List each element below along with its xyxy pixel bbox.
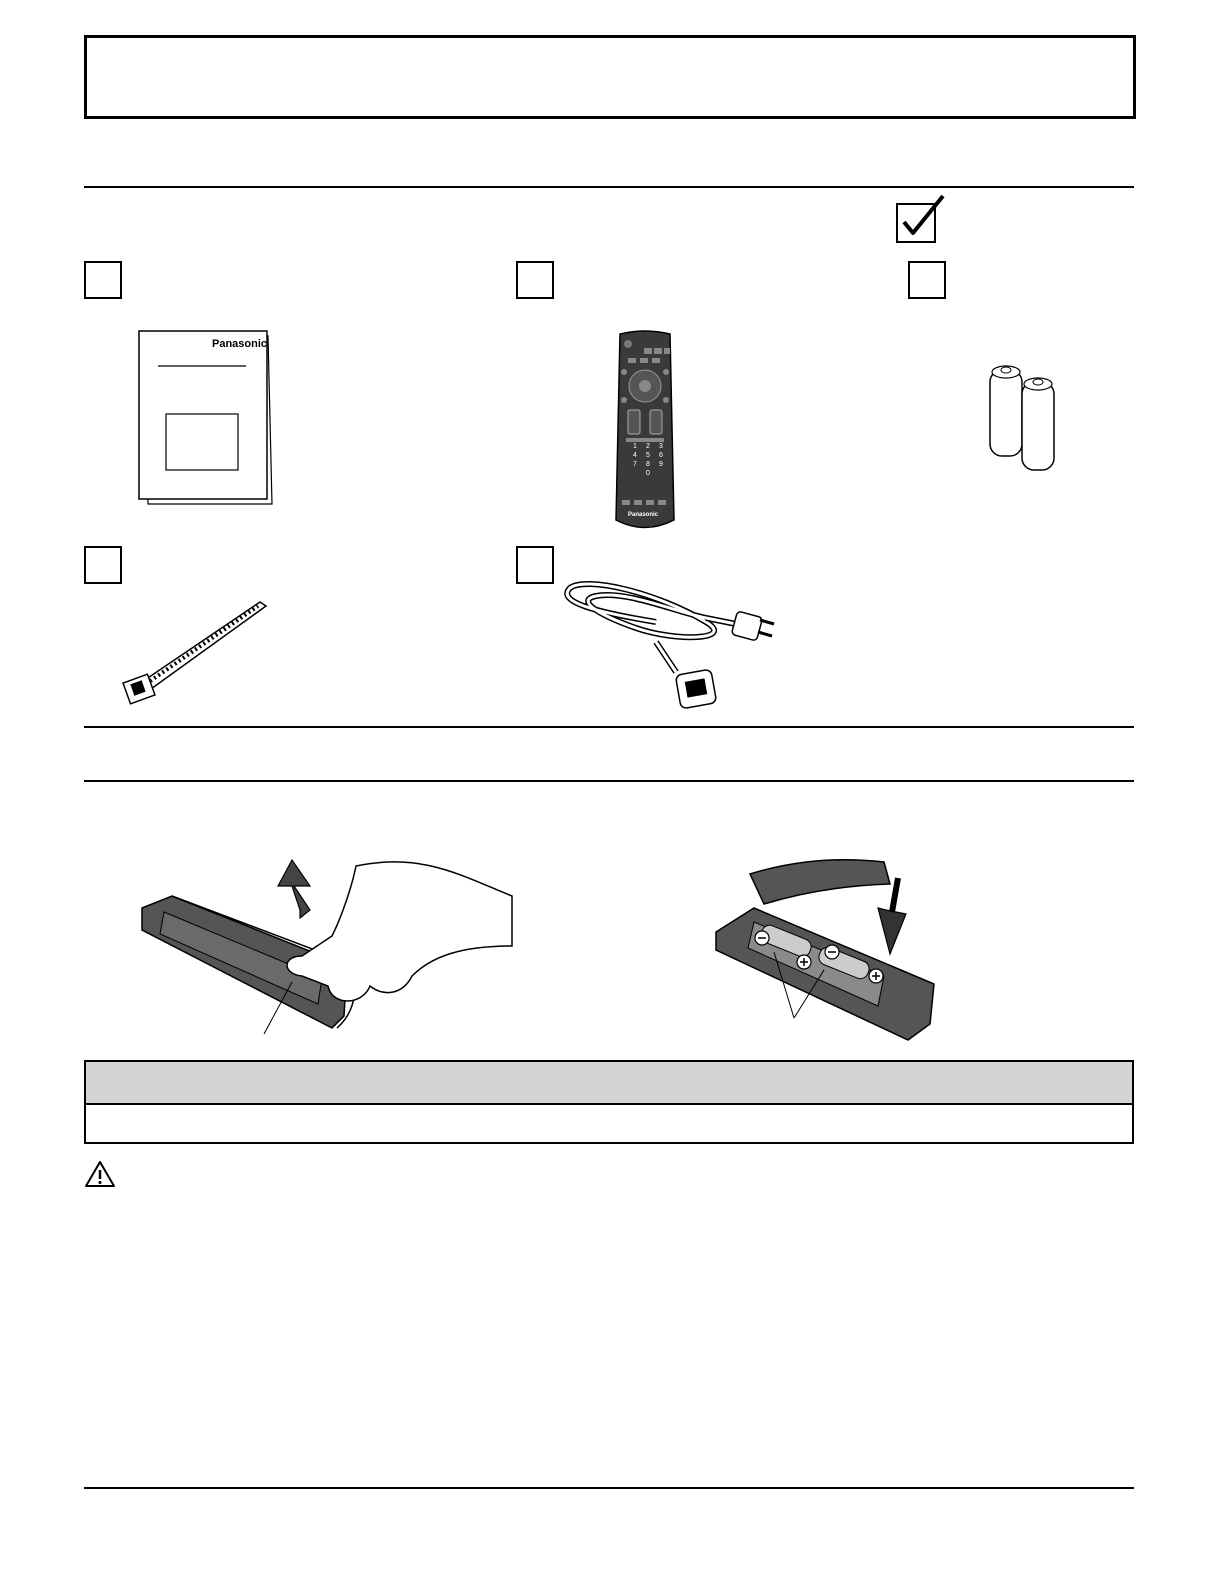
note-box	[84, 1060, 1134, 1144]
remote-key: 9	[659, 461, 663, 468]
remote-key: 6	[659, 452, 663, 459]
manual-illustration	[138, 330, 278, 510]
remote-key: 7	[633, 461, 637, 468]
footer-rule	[84, 1487, 1134, 1489]
power-cord-illustration	[556, 582, 786, 712]
remote-keypad	[629, 443, 669, 477]
insert-batteries-illustration	[714, 856, 944, 1046]
cable-tie-illustration	[122, 596, 272, 708]
remote-illustration	[614, 330, 676, 532]
open-cover-illustration	[132, 856, 522, 1036]
remote-key: 3	[659, 443, 663, 450]
accessory-checkbox-batteries[interactable]	[908, 261, 946, 299]
checkmark-icon	[896, 195, 956, 245]
checkmark-legend	[896, 195, 956, 245]
note-box-header	[86, 1062, 1132, 1105]
warning-triangle-icon	[84, 1160, 116, 1188]
batteries-illustration	[986, 360, 1058, 474]
remote-key: 4	[633, 452, 637, 459]
remote-key: 5	[646, 452, 650, 459]
manual-brand-label: Panasonic	[212, 338, 268, 350]
accessory-checkbox-manual[interactable]	[84, 261, 122, 299]
section-rule-accessories	[84, 186, 1134, 188]
accessory-checkbox-power-cord[interactable]	[516, 546, 554, 584]
remote-key: 8	[646, 461, 650, 468]
caution-symbol	[84, 1160, 116, 1188]
remote-key: 0	[646, 470, 650, 477]
section-rule-batteries	[84, 726, 1134, 728]
remote-brand-label: Panasonic	[628, 512, 659, 518]
accessory-checkbox-remote[interactable]	[516, 261, 554, 299]
section-rule-battery-install	[84, 780, 1134, 782]
page-title-box	[84, 35, 1136, 119]
remote-key: 1	[633, 443, 637, 450]
accessory-checkbox-cable-tie[interactable]	[84, 546, 122, 584]
remote-key: 2	[646, 443, 650, 450]
